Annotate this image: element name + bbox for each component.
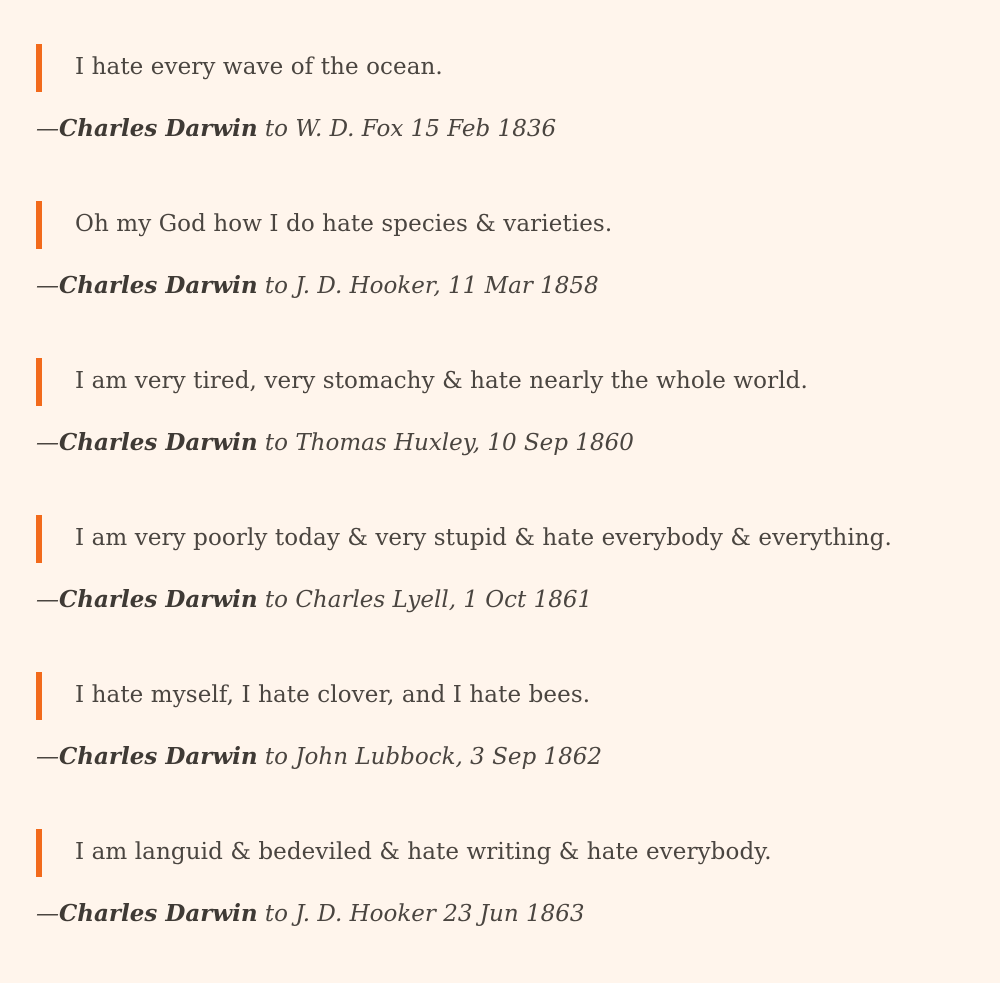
citation-source: to J. D. Hooker 23 Jun 1863: [257, 901, 585, 927]
citation-source: to Thomas Huxley, 10 Sep 1860: [257, 430, 634, 456]
citation: [36, 740, 602, 774]
citation-author: Charles Darwin: [59, 900, 258, 927]
blockquote: [36, 829, 966, 877]
quote-text: Oh my God how I do hate species & varieties.: [75, 211, 613, 237]
citation-author: Charles Darwin: [59, 743, 258, 770]
citation: [36, 426, 634, 460]
citation: [36, 583, 592, 617]
blockquote: [36, 672, 966, 720]
citation-author: Charles Darwin: [59, 272, 258, 299]
citation-author: Charles Darwin: [59, 115, 258, 142]
citation: [36, 897, 585, 931]
citation-author: Charles Darwin: [59, 429, 258, 456]
citation-dash: —: [36, 116, 59, 142]
quote-text: I am languid & bedeviled & hate writing & hate everybody.: [75, 839, 772, 865]
blockquote: [36, 515, 966, 563]
blockquote: [36, 201, 966, 249]
citation-source: to J. D. Hooker, 11 Mar 1858: [257, 273, 599, 299]
citation-dash: —: [36, 587, 59, 613]
quote-text: I hate every wave of the ocean.: [75, 54, 443, 80]
citation-dash: —: [36, 430, 59, 456]
citation: [36, 269, 599, 303]
quote-text: I hate myself, I hate clover, and I hate bees.: [75, 682, 591, 708]
citation: [36, 112, 556, 146]
citation-dash: —: [36, 744, 59, 770]
citation-dash: —: [36, 273, 59, 299]
blockquote: [36, 44, 966, 92]
quote-text: I am very tired, very stomachy & hate nearly the whole world.: [75, 368, 808, 394]
citation-source: to Charles Lyell, 1 Oct 1861: [257, 587, 593, 613]
blockquote: [36, 358, 966, 406]
citation-dash: —: [36, 901, 59, 927]
citation-author: Charles Darwin: [59, 586, 258, 613]
citation-source: to W. D. Fox 15 Feb 1836: [257, 116, 557, 142]
quote-text: I am very poorly today & very stupid & hate everybody & everything.: [75, 525, 892, 551]
citation-source: to John Lubbock, 3 Sep 1862: [257, 744, 603, 770]
